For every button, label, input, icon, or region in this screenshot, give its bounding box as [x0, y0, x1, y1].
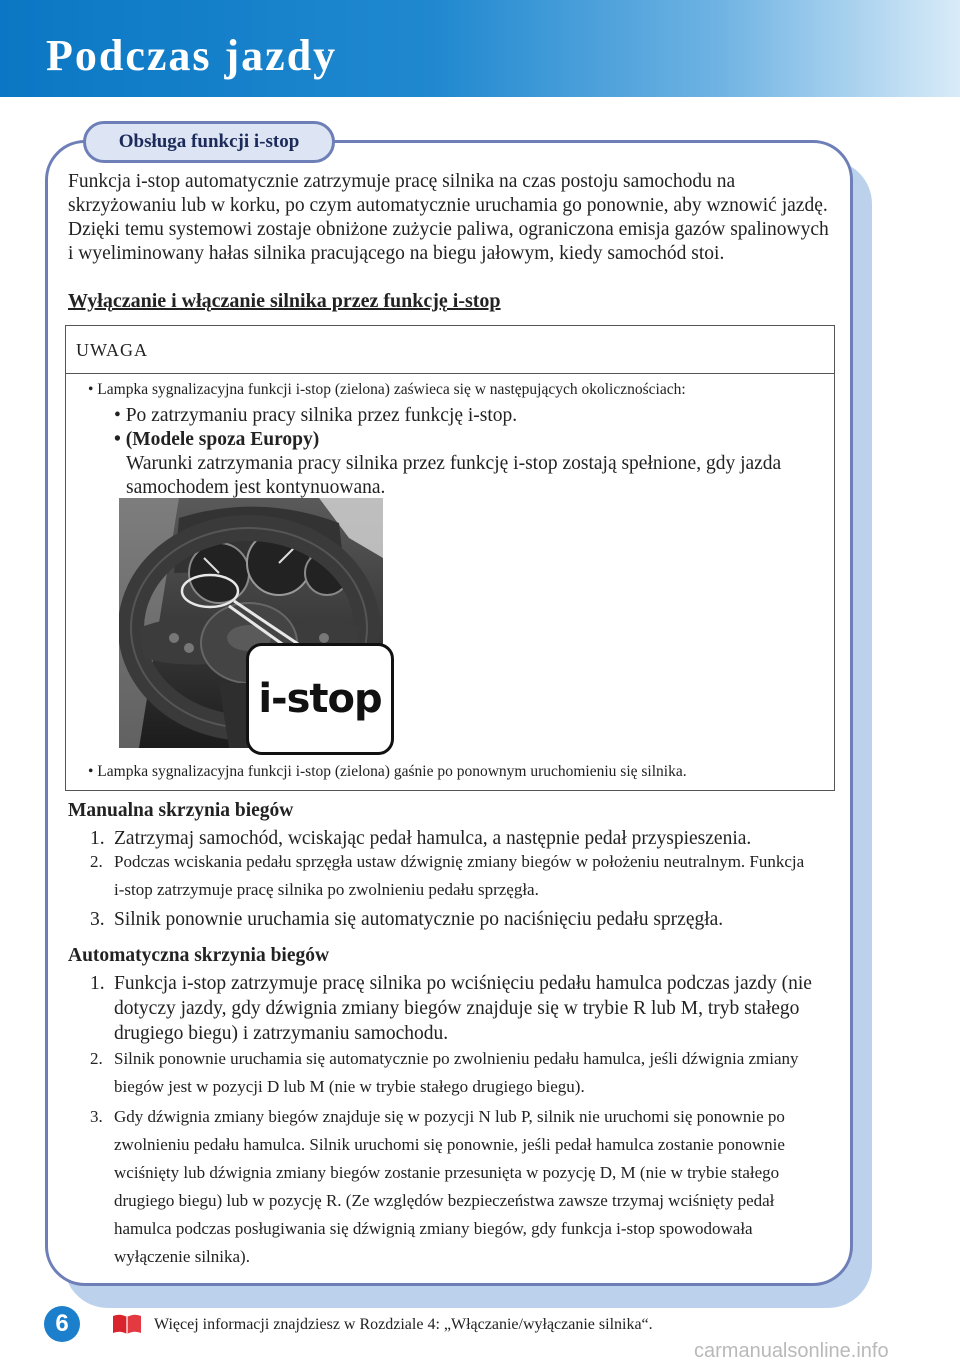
step-text: Funkcja i-stop zatrzymuje pracę silnika po wciśnięciu pedału hamulca podczas jazdy (nie dotyczy jazdy, gdy dźwignia zmiany biegów znajduje się w trybie R lub M, tryb stałego drugiego biegu) i zatrzymaniu samochodu.: [114, 973, 812, 1044]
step-number: 1.: [90, 828, 105, 849]
open-book-icon: [112, 1313, 142, 1335]
step-number: 3.: [90, 909, 105, 930]
step-number: 1.: [90, 973, 105, 994]
step-number: 3.: [90, 1107, 103, 1126]
intro-paragraph: Funkcja i-stop automatycznie zatrzymuje pracę silnika na czas postoju samochodu na skrzyżowaniu lub w korku, po czym automatycznie uruchamia go ponownie, aby wznowić jazdę. Dzięki temu systemowi zostaje obniżone zużycie paliwa, ograniczona emisja gazów spalinowych i wyeliminowany hałas silnika pracującego na biegu jałowym, kiedy samochód stoi.: [68, 171, 829, 264]
watermark: carmanualsonline.info: [694, 1340, 889, 1362]
step-text: Gdy dźwignia zmiany biegów znajduje się w pozycji N lub P, silnik nie uruchomi się ponownie po zwolnieniu pedału hamulca. Silnik uruchomi się ponownie, jeśli pedał hamulca zostanie ponownie wciśnięty lub dźwignia zmiany biegów zostanie przesunięta w pozycję D, M (nie w trybie stałego drugiego biegu) lub w pozycję R. (Ze względów bezpieczeństwa zawsze trzymaj wciśnięty pedał hamulca podczas posługiwania się dźwignią zmiany biegów, gdy funkcja i-stop spowodowała wyłączenie silnika).: [114, 1107, 785, 1266]
step-text: Silnik ponownie uruchamia się automatycznie po naciśnięciu pedału sprzęgła.: [114, 909, 724, 930]
step-number: 2.: [90, 1049, 103, 1068]
auto-step-1: [90, 971, 840, 1046]
footer-reference: Więcej informacji znajdziesz w Rozdziale 4: „Włączanie/wyłączanie silnika“.: [154, 1316, 653, 1333]
subheading: Wyłączanie i włączanie silnika przez funkcję i-stop: [68, 290, 501, 312]
manual-heading: Manualna skrzynia biegów: [68, 800, 294, 821]
note-box: [65, 325, 835, 791]
i-stop-callout: [246, 643, 394, 755]
note-bullet-1: • Po zatrzymaniu pracy silnika przez funkcję i-stop.: [114, 405, 518, 426]
page-title: Podczas jazdy: [46, 31, 338, 80]
i-stop-indicator-label: i-stop: [258, 676, 382, 722]
step-text: Silnik ponownie uruchamia się automatycznie po zwolnieniu pedału hamulca, jeśli dźwignia zmiany biegów jest w pozycji D lub M (nie w trybie stałego drugiego biegu).: [114, 1049, 799, 1096]
manual-step-2: [90, 848, 810, 904]
note-title: UWAGA: [66, 326, 834, 374]
note-line-off: • Lampka sygnalizacyjna funkcji i-stop (zielona) gaśnie po ponownym uruchomieniu się silnika.: [88, 763, 687, 780]
auto-step-3: [90, 1103, 810, 1271]
note-bullet-2-head: • (Modele spoza Europy): [114, 429, 320, 450]
automatic-heading: Automatyczna skrzynia biegów: [68, 945, 330, 966]
section-tab: Obsługa funkcji i-stop: [83, 121, 335, 163]
page-number: 6: [44, 1306, 80, 1342]
step-number: 2.: [90, 852, 103, 871]
manual-step-3: [90, 907, 850, 932]
auto-step-2: [90, 1045, 842, 1101]
step-text: Podczas wciskania pedału sprzęgła ustaw dźwignię zmiany biegów w położeniu neutralnym. Funkcja i-stop zatrzymuje pracę silnika po zwolnieniu pedału sprzęgła.: [114, 852, 805, 899]
step-text: Zatrzymaj samochód, wciskając pedał hamulca, a następnie pedał przyspieszenia.: [114, 828, 752, 849]
note-bullet-2-text: Warunki zatrzymania pracy silnika przez funkcję i-stop zostają spełnione, gdy jazda samochodem jest kontynuowana.: [126, 453, 782, 498]
note-line-on: • Lampka sygnalizacyjna funkcji i-stop (zielona) zaświeca się w następujących okolicznościach:: [88, 381, 686, 398]
